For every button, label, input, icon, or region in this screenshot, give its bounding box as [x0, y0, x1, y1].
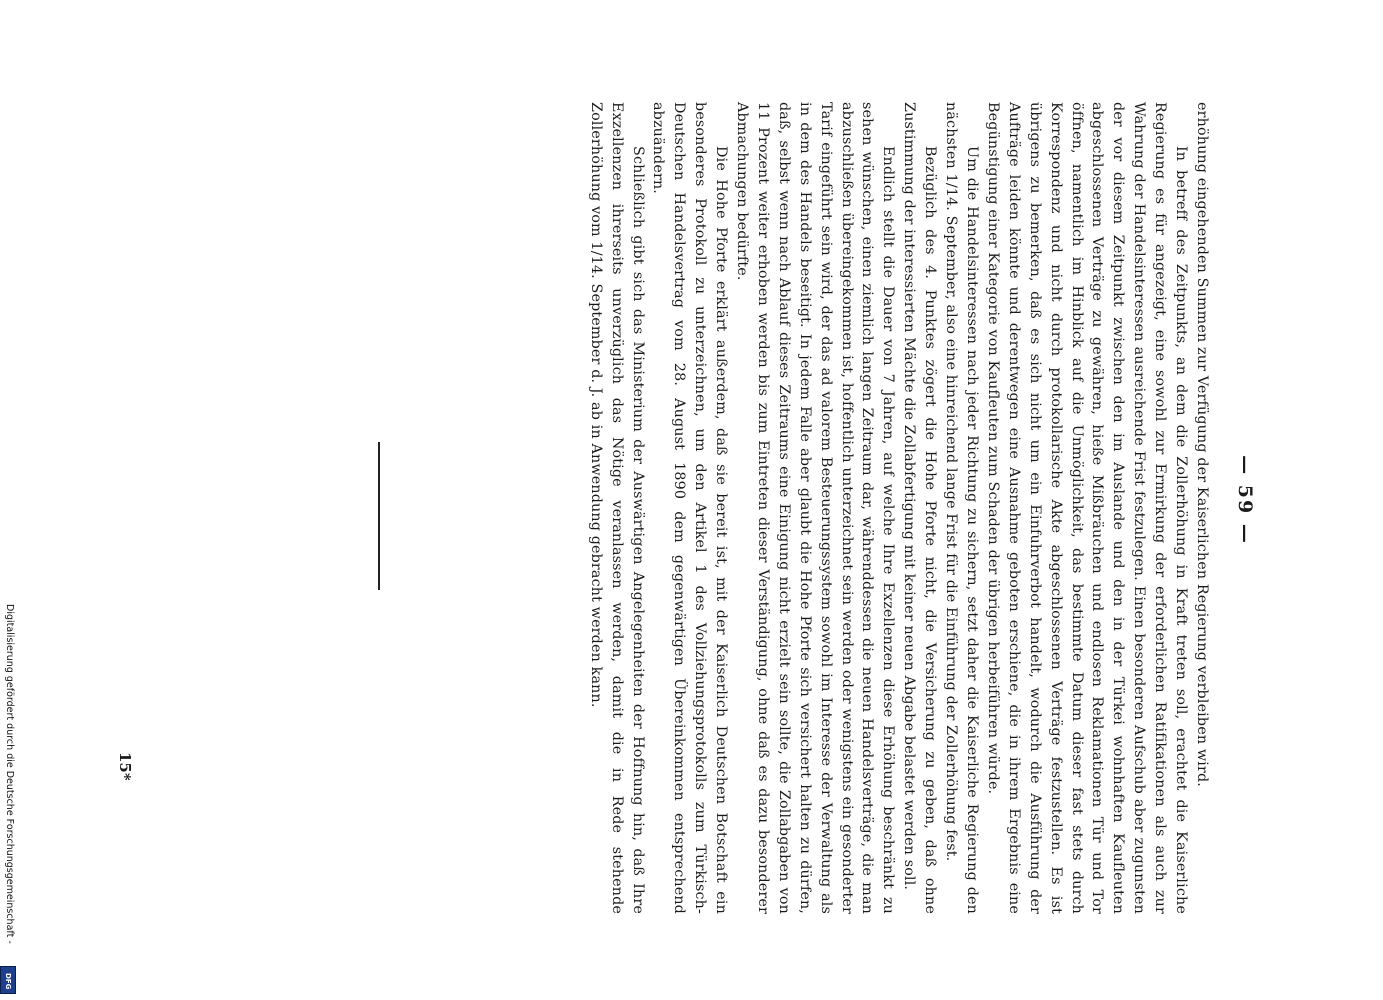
dfg-logo [0, 966, 16, 994]
dfg-logo-text: DFG [4, 973, 12, 990]
paragraph: Endlich stellt die Dauer von 7 Jahren, auf welche Ihre Exzellenzen diese Erhöhung beschränkt zu sehen wünschen, einen ziemlich langen Zeitraum dar, währenddessen die neuen Handelsverträge, die man abzuschließen übereingekommen ist, hoffentlich unterzeichnet sein werden oder wenigstens ein gesonderter Tarif eingeführt sein wird, der das ad valorem Besteuerungssystem sowohl im Interesse der Verwaltung als in dem des Handels beseitigt. In jedem Falle aber glaubt die Hohe Pforte sich versichert halten zu dürfen, daß, selbst wenn nach Ablauf dieses Zeitraums eine Einigung nicht erzielt sein sollte, die Zollabgaben von 11 Prozent weiter erhoben werden bis zum Eintreten dieser Verständigung, ohne daß es dazu besonderer Abmachungen bedürfte. [734, 102, 897, 914]
scanned-page [116, 50, 1256, 950]
signature-mark: 15* [116, 752, 134, 781]
paragraph: In betreff des Zeitpunkts, an dem die Zollerhöhung in Kraft treten soll, erachtet die Kaiserliche Regierung es für angezeigt, eine sowohl zur Ermirkung der erforderlichen Ratifikationen als auch zur Wahrung der Handelsinteressen ausreichende Frist festzulegen. Einen besonderen Aufschub aber zugunsten der vor diesem Zeitpunkt zwischen den im Auslande und den in der Türkei wohnhaften Kaufleuten abgeschlossenen Verträge zu gewähren, hieße Mißbräuchen und endlosen Reklamationen Tür und Tor öffnen, namentlich im Hinblick auf die Unmöglichkeit, das bestimmte Datum dieser fast stets durch Korrespondenz und nicht durch protokollarische Akte abgeschlossenen Verträge festzustellen. Es ist übrigens zu bemerken, daß es sich nicht um ein Einfuhrverbot handelt, wodurch die Ausführung der Aufträge leiden könnte und derentwegen eine Ausnahme geboten erschiene, die in ihrem Ergebnis eine Begünstigung einer Kategorie von Kaufleuten zum Schaden der übrigen herbeiführen würde. [984, 102, 1190, 914]
paragraph: Um die Handelsinteressen nach jeder Richtung zu sichern, setzt daher die Kaiserliche Regierung den nächsten 1/14. September, also eine hinreichend lange Frist für die Einführung der Zollerhöhung fest. [943, 102, 981, 914]
end-rule [378, 442, 380, 590]
paragraph: Die Hohe Pforte erklärt außerdem, daß sie bereit ist, mit der Kaiserlich Deutschen Botschaft ein besonderes Protokoll zu unterzeichnen, um den Artikel 1 des Vollziehungsprotokolls zum Türkisch-Deutschen Handelsvertrag vom 28. August 1890 dem gegenwärtigen Übereinkommen entsprechend abzuändern. [650, 102, 730, 914]
paragraph: Schließlich gibt sich das Ministerium der Auswärtigen Angelegenheiten der Hoffnung hin, daß Ihre Exzellenzen ihrerseits unverzüglich das Nötige veranlassen werden, damit die in Rede stehende Zollerhöhung vom 1/14. September d. J. ab in Anwendung gebracht werden kann. [587, 102, 646, 914]
rotated-page-content [296, 50, 1256, 950]
digitization-note-text: Digitalisierung gefördert durch die Deutsche Forschungsgemeinschaft - [4, 604, 15, 944]
paragraph: Bezüglich des 4. Punktes zögert die Hohe Pforte nicht, die Versicherung zu geben, daß ohne Zustimmung der interessierten Mächte die Zollabfertigung mit keiner neuen Abgabe belastet werden soll. [901, 102, 939, 914]
body-text [585, 102, 1212, 914]
digitization-note [0, 604, 16, 994]
paragraph: erhöhung eingehenden Summen zur Verfügung der Kaiserlichen Regierung verbleiben wird. [1194, 102, 1210, 787]
page-number: — 59 — [1234, 455, 1256, 545]
